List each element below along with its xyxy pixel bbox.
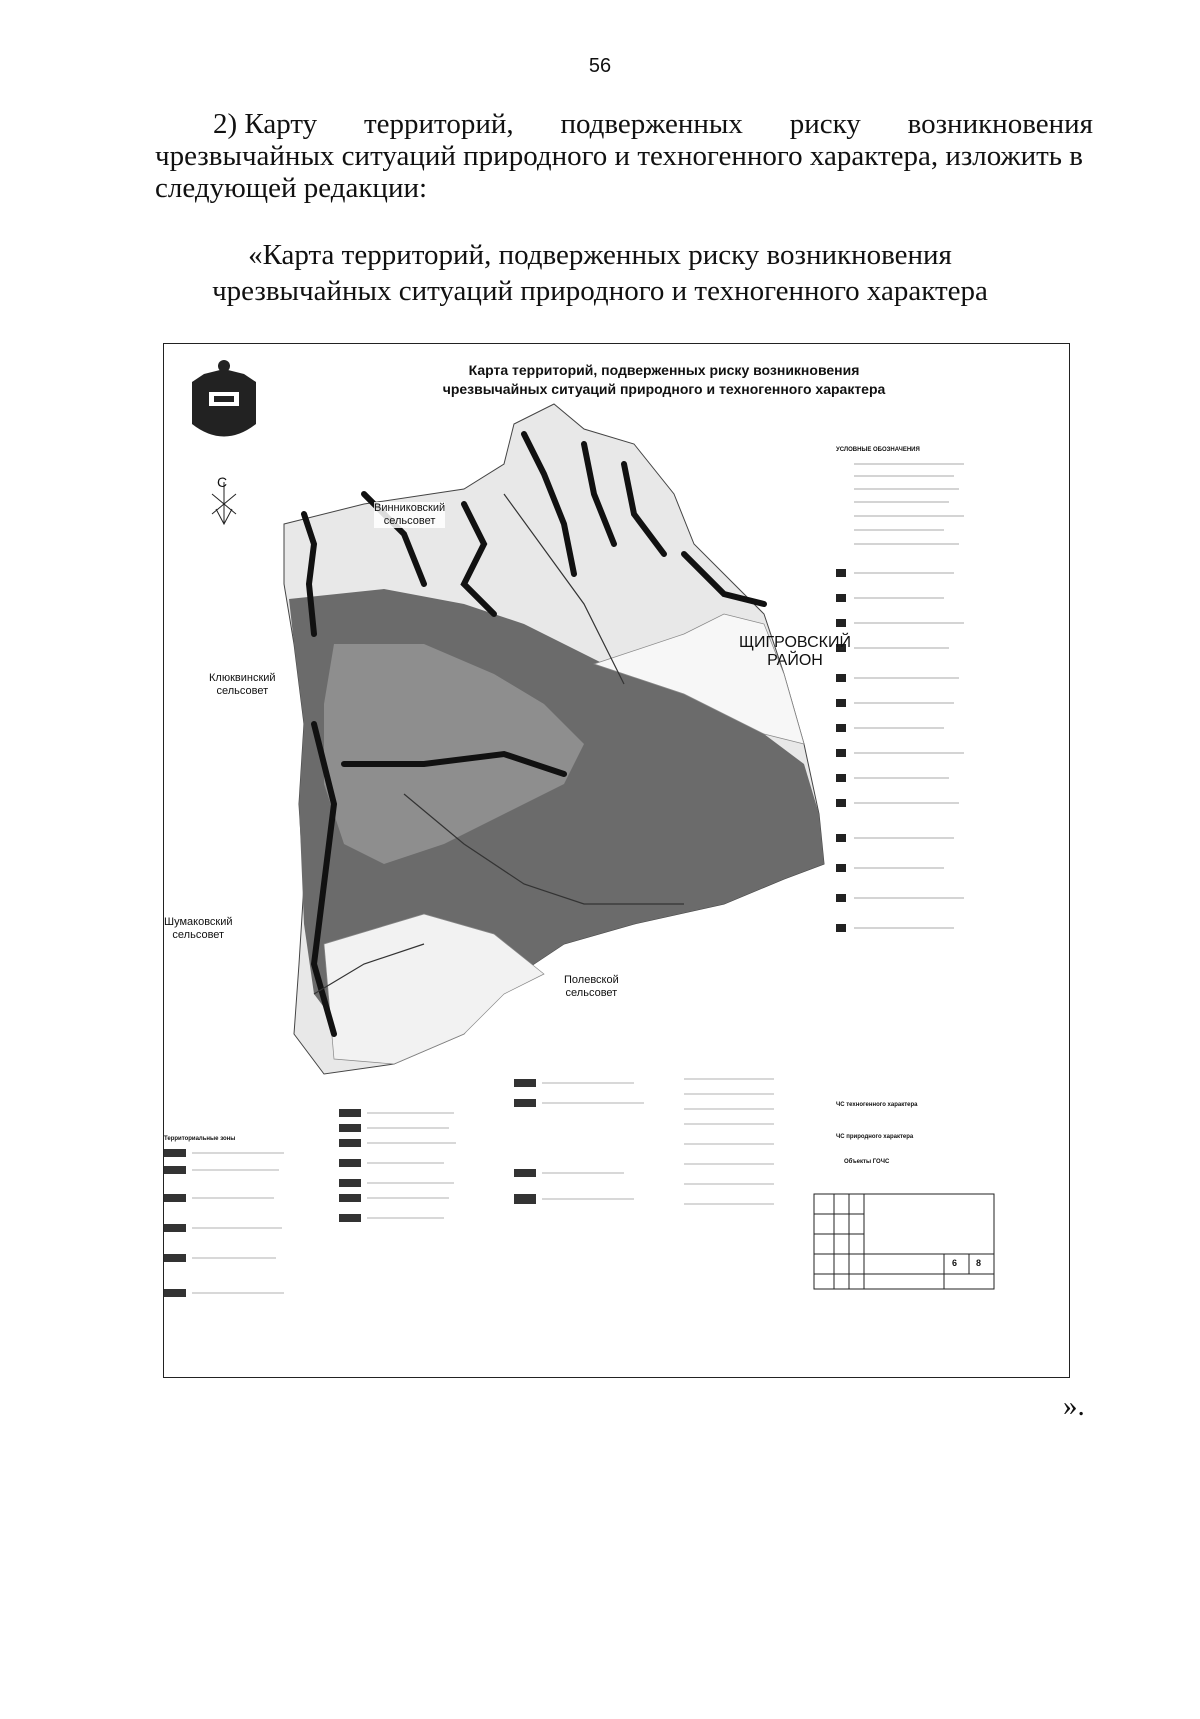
risk-map	[163, 343, 1070, 1378]
legend-nat-hazard: ЧС природного характера	[836, 1134, 914, 1140]
coat-of-arms-emblem	[192, 360, 256, 437]
paragraph-line-1	[155, 108, 1093, 140]
heading-line-2: чрезвычайных ситуаций природного и техногенного характера	[212, 275, 988, 307]
paragraph-word: 2) Карту	[213, 108, 318, 140]
legend-gochs: Объекты ГОЧС	[844, 1159, 890, 1165]
label-vinnikovsky: Винниковский сельсовет	[374, 502, 446, 527]
legend-tech-hazard: ЧС техногенного характера	[836, 1102, 918, 1108]
title-block-stamp	[814, 1194, 994, 1289]
amendment-paragraph	[155, 108, 1093, 204]
closing-quote: ».	[1063, 1390, 1085, 1422]
label-polevskoy: Полевской сельсовет	[564, 974, 619, 999]
zoning-legend-title: Территориальные зоны	[164, 1136, 236, 1142]
north-letter: С	[217, 474, 228, 490]
page-number: 56	[588, 55, 612, 77]
map-title-line-2: чрезвычайных ситуаций природного и техногенного характера	[442, 381, 886, 397]
paragraph-word: подверженных	[560, 108, 743, 140]
map-drawing	[164, 344, 1069, 1377]
paragraph-line-2: чрезвычайных ситуаций природного и техногенного характера, изложить в	[155, 140, 1083, 172]
paragraph-word: территорий,	[363, 108, 514, 140]
legend-panel	[834, 444, 979, 964]
label-klyukvinsky: Клюквинский сельсовет	[209, 672, 276, 697]
label-shchigrovsky: ЩИГРОВСКИЙ РАЙОН	[739, 634, 851, 669]
heading-line-1: «Карта территорий, подверженных риску возникновения	[248, 239, 952, 271]
paragraph-word: риску	[789, 108, 861, 140]
stamp-sheet-number: 6	[952, 1258, 958, 1268]
map-heading	[0, 237, 1200, 309]
paragraph-line-3: следующей редакции:	[155, 172, 428, 204]
label-shumakovsky: Шумаковский сельсовет	[164, 916, 233, 941]
stamp-sheet-total: 8	[976, 1258, 982, 1268]
map-title-line-1: Карта территорий, подверженных риску возникновения	[468, 362, 860, 378]
map-title	[384, 361, 944, 399]
zoning-legend	[164, 1079, 774, 1297]
paragraph-word: возникновения	[907, 108, 1093, 140]
legend-title: УСЛОВНЫЕ ОБОЗНАЧЕНИЯ	[836, 447, 920, 453]
